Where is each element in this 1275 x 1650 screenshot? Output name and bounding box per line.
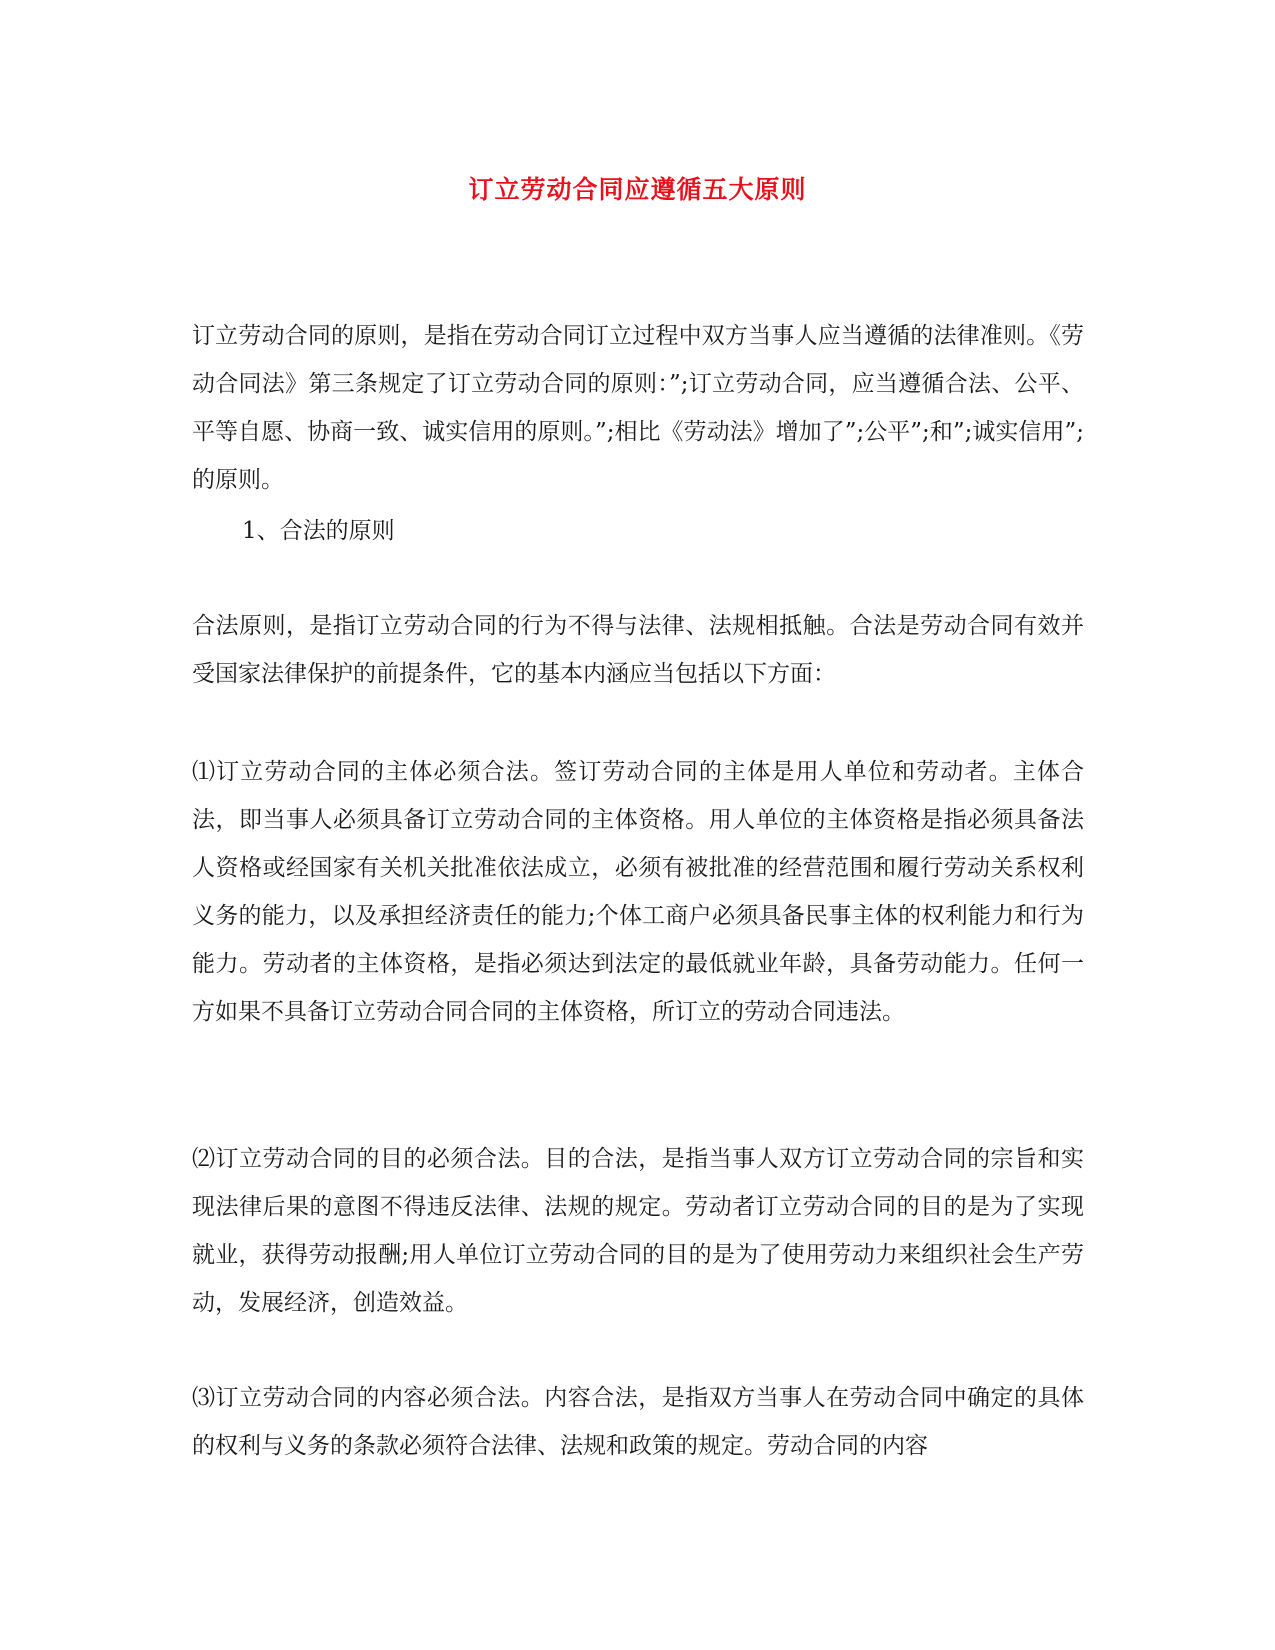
item-1-paragraph: ⑴订立劳动合同的主体必须合法。签订劳动合同的主体是用人单位和劳动者。主体合法，即当事人必须具备订立劳动合同的主体资格。用人单位的主体资格是指必须具备法人资格或经国家有关机关批准依法成立，必须有被批准的经营范围和履行劳动关系权利义务的能力，以及承担经济责任的能力;个体工商户必须具备民事主体的权利能力和行为能力。劳动者的主体资格，是指必须达到法定的最低就业年龄，具备劳动能力。任何一方如果不具备订立劳动合同合同的主体资格，所订立的劳动合同违法。: [192, 759, 1084, 1025]
intro-paragraph: 订立劳动合同的原则，是指在劳动合同订立过程中双方当事人应当遵循的法律准则。《劳动合同法》第三条规定了订立劳动合同的原则：”;订立劳动合同，应当遵循合法、公平、平等自愿、协商一致、诚实信用的原则。”;相比《劳动法》增加了”;公平”;和”;诚实信用”;的原则。: [192, 323, 1084, 493]
item-2-paragraph: ⑵订立劳动合同的目的必须合法。目的合法，是指当事人双方订立劳动合同的宗旨和实现法律后果的意图不得违反法律、法规的规定。劳动者订立劳动合同的目的是为了实现就业，获得劳动报酬;用人单位订立劳动合同的目的是为了使用劳动力来组织社会生产劳动，发展经济，创造效益。: [192, 1146, 1084, 1316]
legal-principle-paragraph: 合法原则，是指订立劳动合同的行为不得与法律、法规相抵触。合法是劳动合同有效并受国家法律保护的前提条件，它的基本内涵应当包括以下方面：: [192, 613, 1084, 687]
item-3-paragraph: ⑶订立劳动合同的内容必须合法。内容合法，是指双方当事人在劳动合同中确定的具体的权利与义务的条款必须符合法律、法规和政策的规定。劳动合同的内容: [192, 1385, 1084, 1459]
section-heading: 1、合法的原则: [242, 518, 395, 544]
document-title: 订立劳动合同应遵循五大原则: [468, 175, 807, 204]
